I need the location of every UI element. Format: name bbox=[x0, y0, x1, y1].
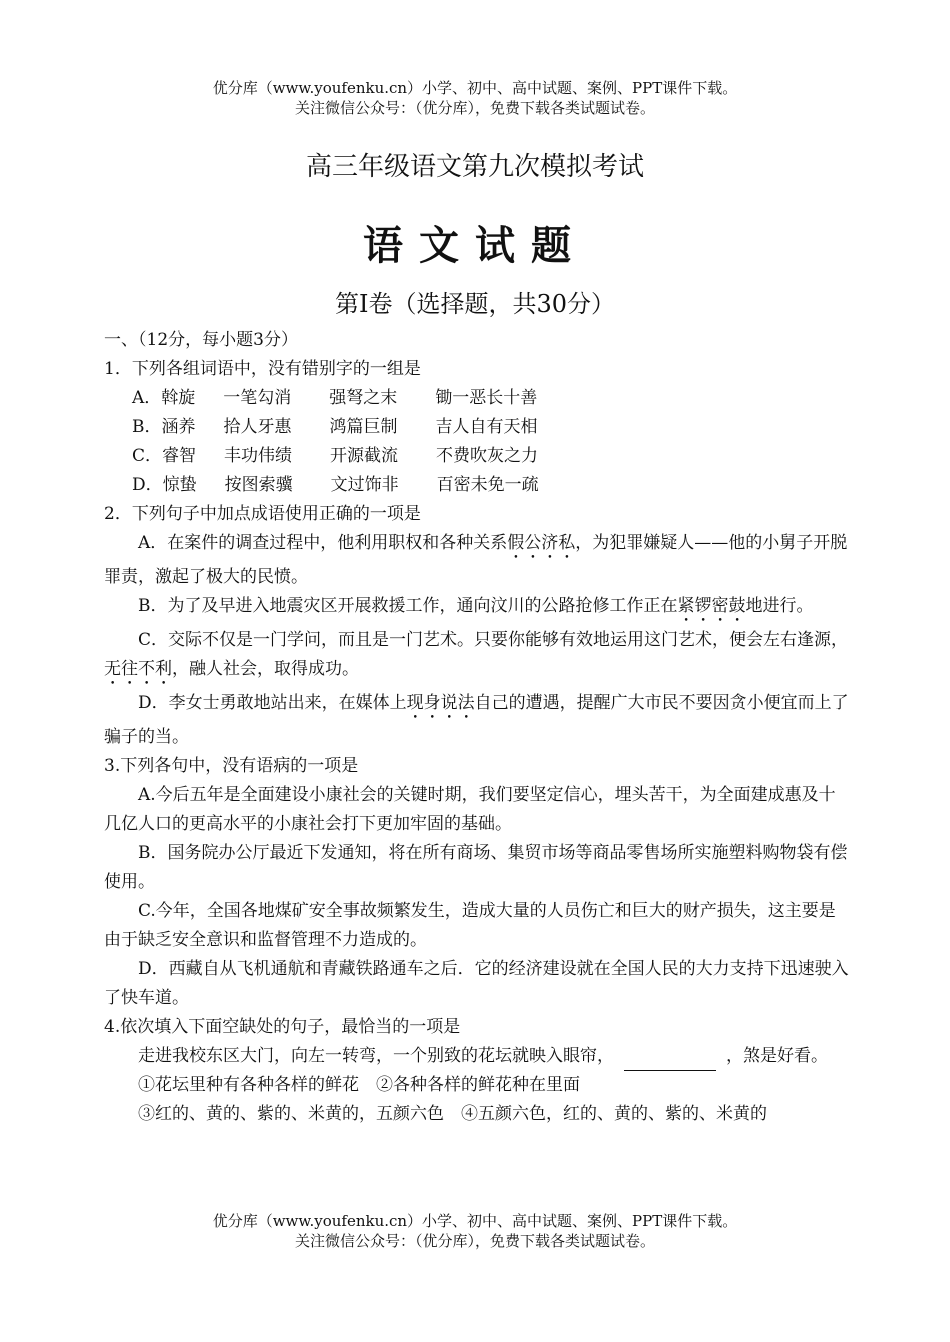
q1-option-d: D．惊蛰 按图索骥 文过饰非 百密未免一疏 bbox=[132, 475, 539, 495]
q1-stem: 1．下列各组词语中，没有错别字的一组是 bbox=[104, 359, 421, 379]
footer-line-2: 关注微信公众号：（优分库），免费下载各类试题试卷。 bbox=[294, 1232, 655, 1250]
section-heading: 一、（12分，每小题3分） bbox=[104, 330, 298, 350]
subject-title: 语文试题 bbox=[363, 222, 587, 269]
q3-option-c: C.今年，全国各地煤矿安全事故频繁发生，造成大量的人员伤亡和巨大的财产损失，这主要是由于缺乏安全意识和监督管理不力造成的。 bbox=[104, 901, 836, 950]
q4-choices-1: ①花坛里种有各种各样的鲜花 ②各种各样的鲜花种在里面 bbox=[138, 1075, 580, 1095]
footer-line-1: 优分库（www.youfenku.cn）小学、初中、高中试题、案例、PPT课件下载。 bbox=[212, 1212, 738, 1230]
q2-option-c: C．交际不仅是一门学问，而且是一门艺术。只要你能够有效地运用这门艺术，便会左右逢源，无往不利，融人社会，取得成功。 bbox=[104, 630, 849, 679]
q4-passage: 走进我校东区大门，向左一转弯，一个别致的花坛就映入眼帘， ，煞是好看。 bbox=[104, 1042, 850, 1071]
q3-stem: 3.下列各句中，没有语病的一项是 bbox=[104, 756, 359, 776]
q2-option-b: B．为了及早进入地震灾区开展救援工作，通向汶川的公路抢修工作正在紧锣密鼓地进行。 bbox=[138, 596, 814, 616]
q1-option-b: B．涵养 拾人牙惠 鸿篇巨制 吉人自有天相 bbox=[132, 417, 538, 437]
question-body bbox=[104, 326, 850, 1129]
q1-option-c: C．睿智 丰功伟绩 开源截流 不费吹灰之力 bbox=[132, 446, 539, 466]
dotted-idiom: 紧锣密鼓 bbox=[677, 596, 746, 616]
q1-option-a: A．斡旋 一笔勾消 强弩之末 锄一恶长十善 bbox=[132, 388, 538, 408]
q2-option-a: A．在案件的调查过程中，他利用职权和各种关系假公济私，为犯罪嫌疑人——他的小舅子开脱罪责，激起了极大的民愤。 bbox=[104, 533, 848, 587]
dotted-idiom: 现身说法 bbox=[406, 693, 475, 713]
q2-option-d: D．李女士勇敢地站出来，在媒体上现身说法自己的遭遇，提醒广大市民不要因贪小便宜而上了骗子的当。 bbox=[104, 693, 849, 747]
q3-option-d: D．西藏自从飞机通航和青藏铁路通车之后．它的经济建设就在全国人民的大力支持下迅速驶入了快车道。 bbox=[104, 959, 849, 1008]
fill-blank bbox=[624, 1052, 716, 1071]
header-line-1: 优分库（www.youfenku.cn）小学、初中、高中试题、案例、PPT课件下载。 bbox=[212, 79, 738, 97]
dotted-idiom: 假公济私 bbox=[507, 533, 576, 553]
q4-stem: 4.依次填入下面空缺处的句子，最恰当的一项是 bbox=[104, 1017, 461, 1037]
part-title: 第Ⅰ卷（选择题，共30分） bbox=[334, 290, 616, 318]
dotted-idiom: 无往不利 bbox=[104, 659, 172, 679]
q3-option-a: A.今后五年是全面建设小康社会的关键时期，我们要坚定信心，埋头苦干，为全面建成惠及十几亿人口的更高水平的小康社会打下更加牢固的基础。 bbox=[104, 785, 836, 834]
q4-choices-2: ③红的、黄的、紫的、米黄的，五颜六色 ④五颜六色，红的、黄的、紫的、米黄的 bbox=[138, 1104, 767, 1124]
q3-option-b: B．国务院办公厅最近下发通知，将在所有商场、集贸市场等商品零售场所实施塑料购物袋有偿使用。 bbox=[104, 843, 848, 892]
exam-title: 高三年级语文第九次模拟考试 bbox=[305, 152, 644, 182]
page-header bbox=[0, 78, 950, 118]
header-line-2: 关注微信公众号：（优分库），免费下载各类试题试卷。 bbox=[294, 99, 655, 117]
q2-stem: 2．下列句子中加点成语使用正确的一项是 bbox=[104, 504, 421, 524]
page-footer bbox=[0, 1211, 950, 1251]
